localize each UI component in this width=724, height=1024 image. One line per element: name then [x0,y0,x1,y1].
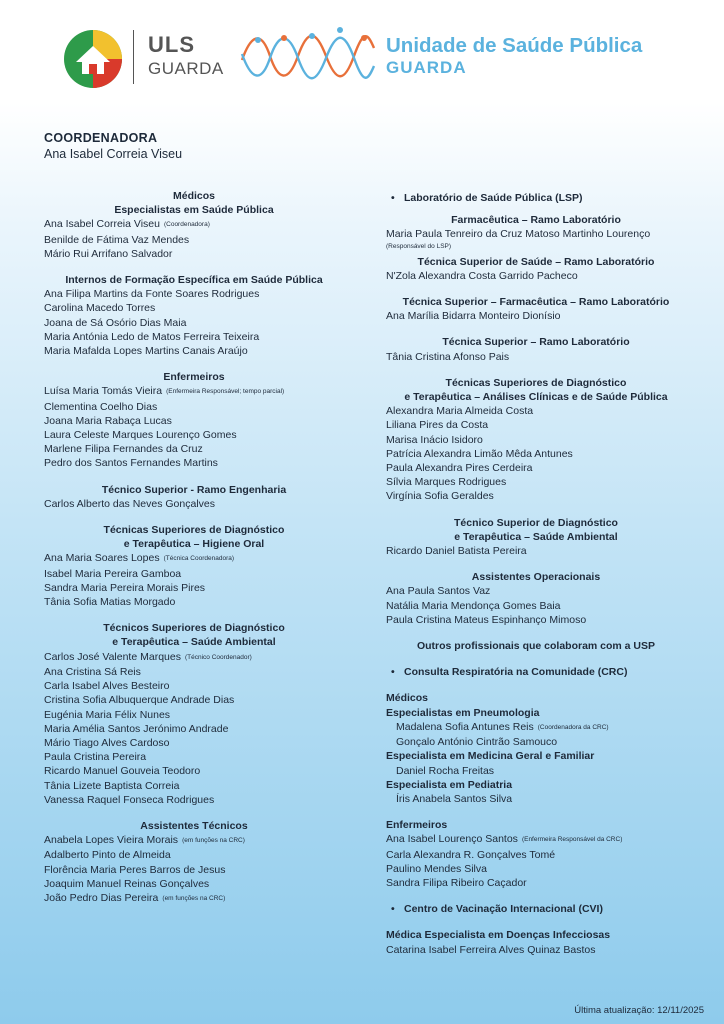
section-heading: Técnico Superior de Diagnóstico [454,516,618,529]
list-item: Maria Amélia Santos Jerónimo Andrade [44,722,229,735]
section-medicos [44,189,344,261]
person-name: Ana Maria Soares Lopes [44,552,160,565]
list-item: Tânia Sofia Matias Morgado [44,596,176,609]
list-item [44,217,344,232]
section-outros [386,639,686,653]
section-saude-ambiental-lsp [386,516,686,559]
uls-line1: ULS [148,32,195,57]
section-heading: Médicos [386,692,429,705]
coordenadora-title: COORDENADORA [44,131,158,145]
section-enfermeiros [44,370,344,470]
section-heading: Técnicos Superiores de Diagnóstico [103,622,285,635]
list-item: Florência Maria Peres Barros de Jesus [44,863,226,876]
uls-divider [133,30,134,84]
list-item [44,384,344,399]
section-internos [44,273,344,358]
section-heading: Internos de Formação Específica em Saúde Pública [65,274,323,287]
list-item: Joaquim Manuel Reinas Gonçalves [44,877,210,890]
section-heading: e Terapêutica – Análises Clínicas e de Saúde Pública [404,391,668,404]
section-heading: Enfermeiros [163,371,225,384]
section-heading: Farmacêutica – Ramo Laboratório [451,214,621,227]
list-item: Paula Cristina Pereira [44,751,147,764]
list-item: Laura Celeste Marques Lourenço Gomes [44,429,237,442]
list-item: Pedro dos Santos Fernandes Martins [44,457,218,470]
coordenadora-block [44,131,182,161]
person-name: Ana Isabel Correia Viseu [44,218,160,231]
section-saude-ambiental [44,621,344,807]
list-item: Gonçalo António Cintrão Samouco [396,736,558,749]
list-item: Virgínia Sofia Geraldes [386,490,494,503]
role-note: (Enfermeira Responsável da CRC) [521,836,623,844]
section-cvi [386,928,686,956]
list-item: Sílvia Marques Rodrigues [386,476,507,489]
list-item: Joana de Sá Osório Dias Maia [44,316,187,329]
list-item: Catarina Isabel Ferreira Alves Quinaz Bastos [386,943,596,956]
last-updated: Última atualização: 12/11/2025 [574,1005,704,1016]
usp-line2: GUARDA [386,57,467,77]
section-tecnico-engenharia [44,483,344,511]
section-assistentes-tecnicos [44,819,344,906]
list-item: Benilde de Fátima Vaz Mendes [44,233,190,246]
list-item: Ricardo Manuel Gouveia Teodoro [44,765,201,778]
section-heading: Técnicas Superiores de Diagnóstico [445,376,627,389]
section-heading: Assistentes Operacionais [471,571,601,584]
list-item: Tânia Lizete Baptista Correia [44,779,180,792]
list-item: Ricardo Daniel Batista Pereira [386,545,527,558]
section-heading: e Terapêutica – Saúde Ambiental [454,530,618,543]
section-heading: Especialistas em Pneumologia [386,706,540,719]
list-item: Ana Paula Santos Vaz [386,585,491,598]
usp-wave-logo-icon [238,26,378,88]
list-item [386,832,686,847]
uls-wordmark [148,34,224,77]
list-item: Carolina Macedo Torres [44,302,156,315]
list-item: Vanessa Raquel Fonseca Rodrigues [44,793,215,806]
list-item: Marisa Inácio Isidoro [386,433,483,446]
section-heading: Técnicas Superiores de Diagnóstico [103,524,285,537]
list-item: Natália Maria Mendonça Gomes Baia [386,599,561,612]
section-heading: e Terapêutica – Higiene Oral [123,538,265,551]
section-heading: e Terapêutica – Saúde Ambiental [112,636,276,649]
section-heading: Técnica Superior – Ramo Laboratório [442,336,630,349]
person-name: João Pedro Dias Pereira [44,891,159,904]
list-item [44,551,344,566]
section-farmaceutica [386,213,686,250]
section-tecnica-saude [386,255,686,283]
bullet-heading: • Centro de Vacinação Internacional (CVI) [386,902,686,916]
list-item: Adalberto Pinto de Almeida [44,849,171,862]
list-item: Ana Filipa Martins da Fonte Soares Rodrigues [44,288,260,301]
section-heading: Assistentes Técnicos [140,819,248,832]
section-heading: Técnico Superior - Ramo Engenharia [101,483,287,496]
list-item: Paulino Mendes Silva [386,862,487,875]
list-item: Carla Alexandra R. Gonçalves Tomé [386,848,556,861]
section-heading: Especialistas em Saúde Pública [114,204,274,217]
list-item: Joana Maria Rabaça Lucas [44,414,172,427]
list-item: Mário Tiago Alves Cardoso [44,736,170,749]
list-item: Sandra Filipa Ribeiro Caçador [386,876,527,889]
role-note: (Responsável do LSP) [386,242,452,250]
list-item: N'Zola Alexandra Costa Garrido Pacheco [386,269,578,282]
list-item: Alexandra Maria Almeida Costa [386,405,534,418]
list-item: Paula Alexandra Pires Cerdeira [386,462,533,475]
person-name: Madalena Sofia Antunes Reis [396,720,534,733]
coordenadora-name: Ana Isabel Correia Viseu [44,147,183,161]
list-item: Mário Rui Arrifano Salvador [44,247,173,260]
list-item: Marlene Filipa Fernandes da Cruz [44,443,203,456]
list-item: Ana Cristina Sá Reis [44,665,141,678]
list-item: Maria Mafalda Lopes Martins Canais Araújo [44,345,248,358]
section-higiene-oral [44,523,344,609]
section-heading: Técnica Superior – Farmacêutica – Ramo Laboratório [402,296,670,309]
list-item [44,833,344,848]
section-cvi-heading [386,902,686,916]
list-item: Liliana Pires da Costa [386,419,489,432]
list-item [44,650,344,665]
list-item: Ana Marília Bidarra Monteiro Dionísio [386,310,561,323]
list-item: Maria Antónia Ledo de Matos Ferreira Teixeira [44,330,260,343]
bullet-heading: • Laboratório de Saúde Pública (LSP) [386,191,686,205]
list-item: Daniel Rocha Freitas [396,764,495,777]
person-name: Anabela Lopes Vieira Morais [44,834,179,847]
role-note: (em funções na CRC) [162,894,226,902]
person-name: Ana Isabel Lourenço Santos [386,833,518,846]
section-tecnica-farmaceutica [386,295,686,323]
list-item [44,891,344,906]
uls-line2: GUARDA [148,59,224,78]
list-item: Sandra Maria Pereira Morais Pires [44,581,206,594]
section-heading: Especialista em Pediatria [386,778,513,791]
list-item: Cristina Sofia Albuquerque Andrade Dias [44,694,235,707]
role-note: (Enfermeira Responsável; tempo parcial) [166,388,285,396]
section-heading: Médica Especialista em Doenças Infecciosas [386,929,611,942]
list-item: Isabel Maria Pereira Gamboa [44,567,182,580]
role-note: (Técnica Coordenadora) [163,555,235,563]
list-item: Íris Anabela Santos Silva [396,792,513,805]
usp-line1: Unidade de Saúde Pública [386,34,643,57]
uls-logo-icon [62,28,124,90]
section-heading: Outros profissionais que colaboram com a USP [416,640,656,653]
list-item: Paula Cristina Mateus Espinhanço Mimoso [386,613,587,626]
section-tecnica-laboratorio [386,335,686,363]
page-header [0,0,724,110]
left-column [44,189,344,918]
section-crc-heading [386,665,686,679]
section-heading: Técnica Superior de Saúde – Ramo Laboratório [417,255,655,268]
section-assistentes-operacionais [386,570,686,627]
list-item: Patrícia Alexandra Limão Mêda Antunes [386,447,573,460]
usp-wordmark [386,36,642,76]
section-crc-enfermeiros [386,818,686,890]
role-note: (Técnico Coordenador) [184,653,252,661]
right-column [386,191,686,969]
list-item: Maria Paula Tenreiro da Cruz Matoso Martinho Lourenço [386,228,651,241]
section-heading: Enfermeiros [386,819,448,832]
role-note: (Coordenadora) [163,221,210,229]
section-crc-medicos [386,691,686,806]
list-item: Carla Isabel Alves Besteiro [44,680,170,693]
list-item: Eugénia Maria Félix Nunes [44,708,171,721]
section-lsp [386,191,686,205]
person-name: Carlos José Valente Marques [44,650,181,663]
section-heading: Médicos [172,190,215,202]
section-heading: Especialista em Medicina Geral e Familiar [386,750,595,763]
role-note: (Coordenadora da CRC) [537,723,609,731]
list-item: Carlos Alberto das Neves Gonçalves [44,497,215,510]
person-name: Luísa Maria Tomás Vieira [44,385,163,398]
list-item: Tânia Cristina Afonso Pais [386,350,510,363]
section-analises-clinicas [386,376,686,504]
bullet-heading: • Consulta Respiratória na Comunidade (CRC) [386,665,686,679]
list-item: Clementina Coelho Dias [44,400,158,413]
role-note: (em funções na CRC) [182,837,245,845]
list-item [386,720,686,735]
